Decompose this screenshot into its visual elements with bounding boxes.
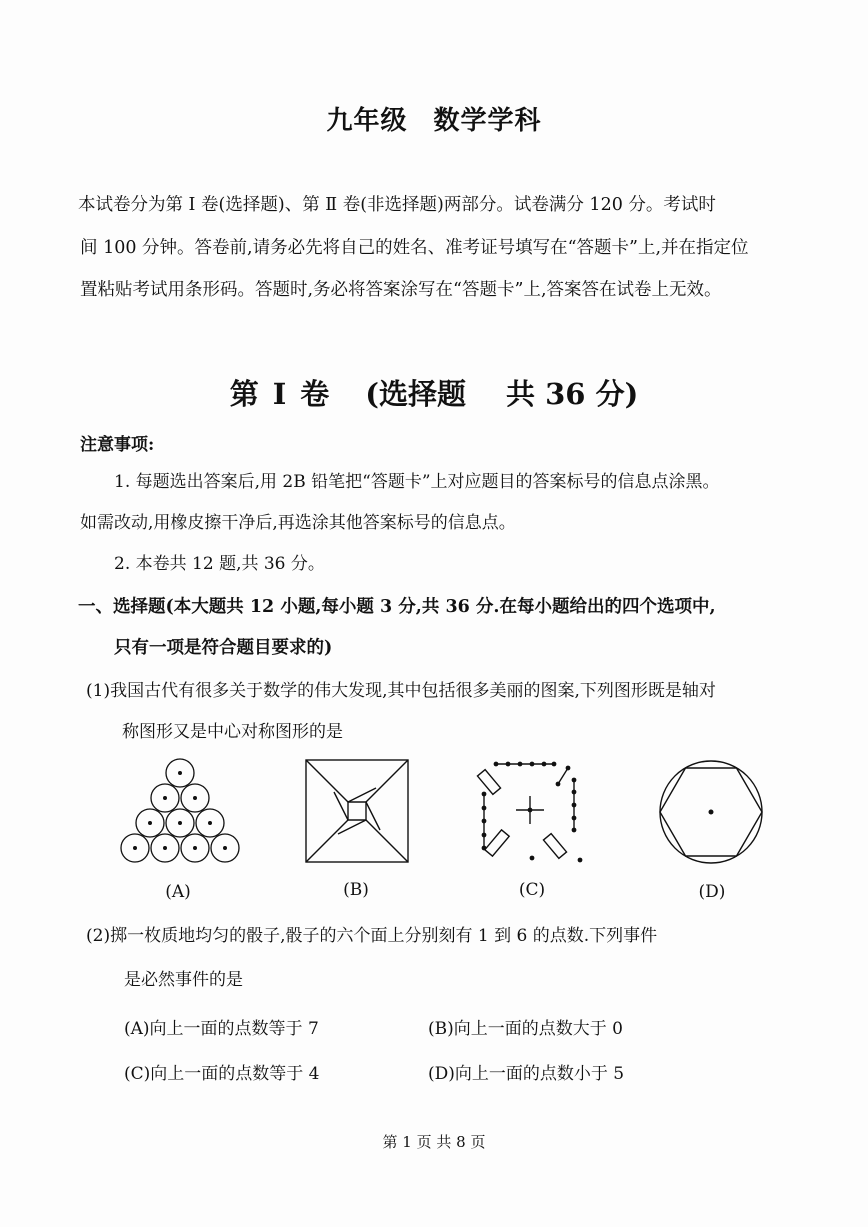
page-title [0, 100, 868, 137]
figure-c-label: (C) [518, 880, 546, 900]
figure-b-pinwheel-square [304, 758, 410, 864]
page-footer: 第 1 页 共 8 页 [382, 1133, 486, 1151]
note-item-2: 2. 本卷共 12 题,共 36 分。 [114, 554, 325, 574]
grade-label: 九年级 [326, 106, 408, 136]
question-2-option-d: (D)向上一面的点数小于 5 [428, 1064, 625, 1084]
question-2-line-2: 是必然事件的是 [124, 970, 243, 990]
part1-instructions-line-1: 一、选择题(本大题共 12 小题,每小题 3 分,共 36 分.在每小题给出的四个选项中, [78, 597, 716, 617]
intro-line-1: 本试卷分为第 Ⅰ 卷(选择题)、第 Ⅱ 卷(非选择题)两部分。试卷满分 120 分。考试时 [78, 195, 716, 215]
figure-a-label: (A) [165, 882, 191, 902]
subject-label: 数学学科 [433, 106, 542, 136]
question-1-line-2: 称图形又是中心对称图形的是 [122, 722, 343, 742]
part1-instructions-line-2: 只有一项是符合题目要求的) [114, 638, 333, 658]
question-2-line-1: (2)掷一枚质地均匀的骰子,骰子的六个面上分别刻有 1 到 6 的点数.下列事件 [86, 926, 658, 946]
figure-a-circle-triangle [118, 758, 242, 868]
figure-c-dot-pattern [470, 758, 588, 866]
intro-line-2: 间 100 分钟。答卷前,请务必先将自己的姓名、准考证号填写在“答题卡”上,并在指定位 [80, 238, 749, 258]
question-2-option-a: (A)向上一面的点数等于 7 [124, 1019, 319, 1039]
question-2-option-b: (B)向上一面的点数大于 0 [428, 1019, 623, 1039]
figure-d-hexagon-circle [656, 758, 766, 866]
figure-b-label: (B) [343, 880, 369, 900]
intro-line-3: 置粘贴考试用条形码。答题时,务必将答案涂写在“答题卡”上,答案答在试卷上无效。 [80, 280, 722, 300]
note-item-1-line-1: 1. 每题选出答案后,用 2B 铅笔把“答题卡”上对应题目的答案标号的信息点涂黑。 [114, 472, 720, 492]
section-heading: 第 Ⅰ 卷 (选择题 共 36 分) [229, 377, 639, 411]
question-2-option-c: (C)向上一面的点数等于 4 [124, 1064, 320, 1084]
notes-heading: 注意事项: [80, 435, 155, 455]
note-item-1-line-2: 如需改动,用橡皮擦干净后,再选涂其他答案标号的信息点。 [80, 513, 516, 533]
figure-d-label: (D) [698, 882, 726, 902]
question-1-line-1: (1)我国古代有很多关于数学的伟大发现,其中包括很多美丽的图案,下列图形既是轴对 [86, 681, 716, 701]
